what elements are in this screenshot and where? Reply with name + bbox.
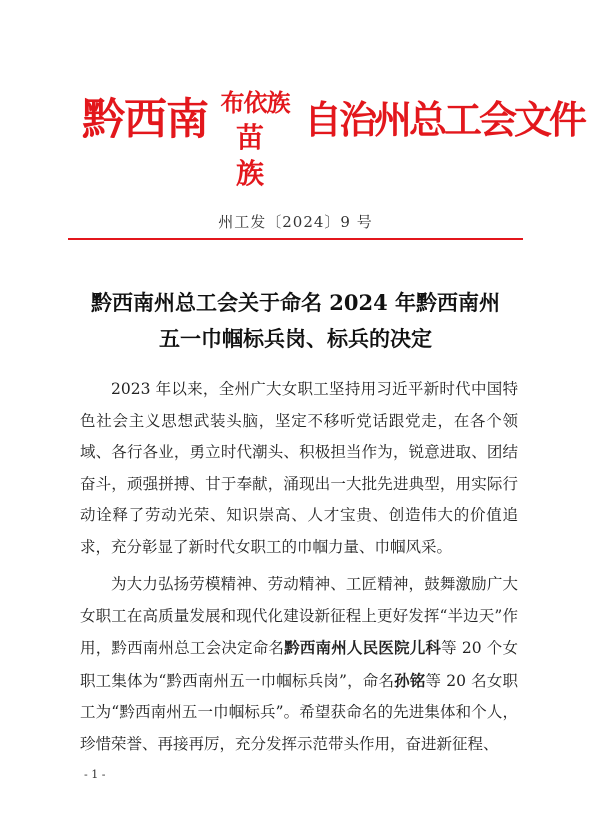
masthead bbox=[82, 86, 585, 190]
document-number: 州工发〔2024〕9 号 bbox=[218, 213, 373, 231]
masthead-right: 自治州总工会文件 bbox=[304, 98, 585, 142]
paragraph-2-part-b: 等 20 个女职工集体为“黔西南州五一巾帼标兵岗”，命名 bbox=[80, 639, 518, 690]
masthead-left: 黔西南 bbox=[82, 95, 208, 145]
page-number: - 1 - bbox=[84, 768, 106, 781]
paragraph-2 bbox=[80, 569, 518, 760]
honoree-collective: 黔西南州人民医院儿科 bbox=[284, 638, 442, 657]
masthead-stack-top: 布依族 bbox=[220, 89, 290, 117]
document-title bbox=[0, 285, 591, 357]
masthead-stack-bottom: 苗 族 bbox=[235, 121, 274, 190]
red-divider bbox=[68, 238, 523, 240]
honoree-individual: 孙铭 bbox=[394, 670, 426, 690]
title-line-1: 黔西南州总工会关于命名 2024 年黔西南州 bbox=[90, 290, 501, 315]
masthead-stack bbox=[215, 86, 295, 192]
paragraph-1: 2023 年以来，全州广大女职工坚持用习近平新时代中国特色社会主义思想武装头脑，坚定不移听党话跟党走，在各个领域、各行各业，勇立时代潮头、积极担当作为，锐意进取、团结奋斗，顽强拼搏、甘于奉献，涌现出一大批先进典型，用实际行动诠释了劳动光荣、知识崇高、人才宝贵、创造伟大的价值追求，充分彰显了新时代女职工的巾帼力量、巾帼风采。 bbox=[80, 380, 518, 556]
title-line-2: 五一巾帼标兵岗、标兵的决定 bbox=[159, 326, 432, 351]
paragraph-2-part-a: 为大力弘扬劳模精神、劳动精神、工匠精神，鼓舞激励广大女职工在高质量发展和现代化建设新征程上更好发挥“半边天”作用，黔西南州总工会决定命名 bbox=[80, 575, 518, 657]
paragraph-2-part-c: 等 20 名女职工为“黔西南州五一巾帼标兵”。希望获命名的先进集体和个人，珍惜荣誉、再接再厉，充分发挥示范带头作用，奋进新征程、 bbox=[80, 671, 518, 753]
document-body bbox=[80, 374, 518, 760]
